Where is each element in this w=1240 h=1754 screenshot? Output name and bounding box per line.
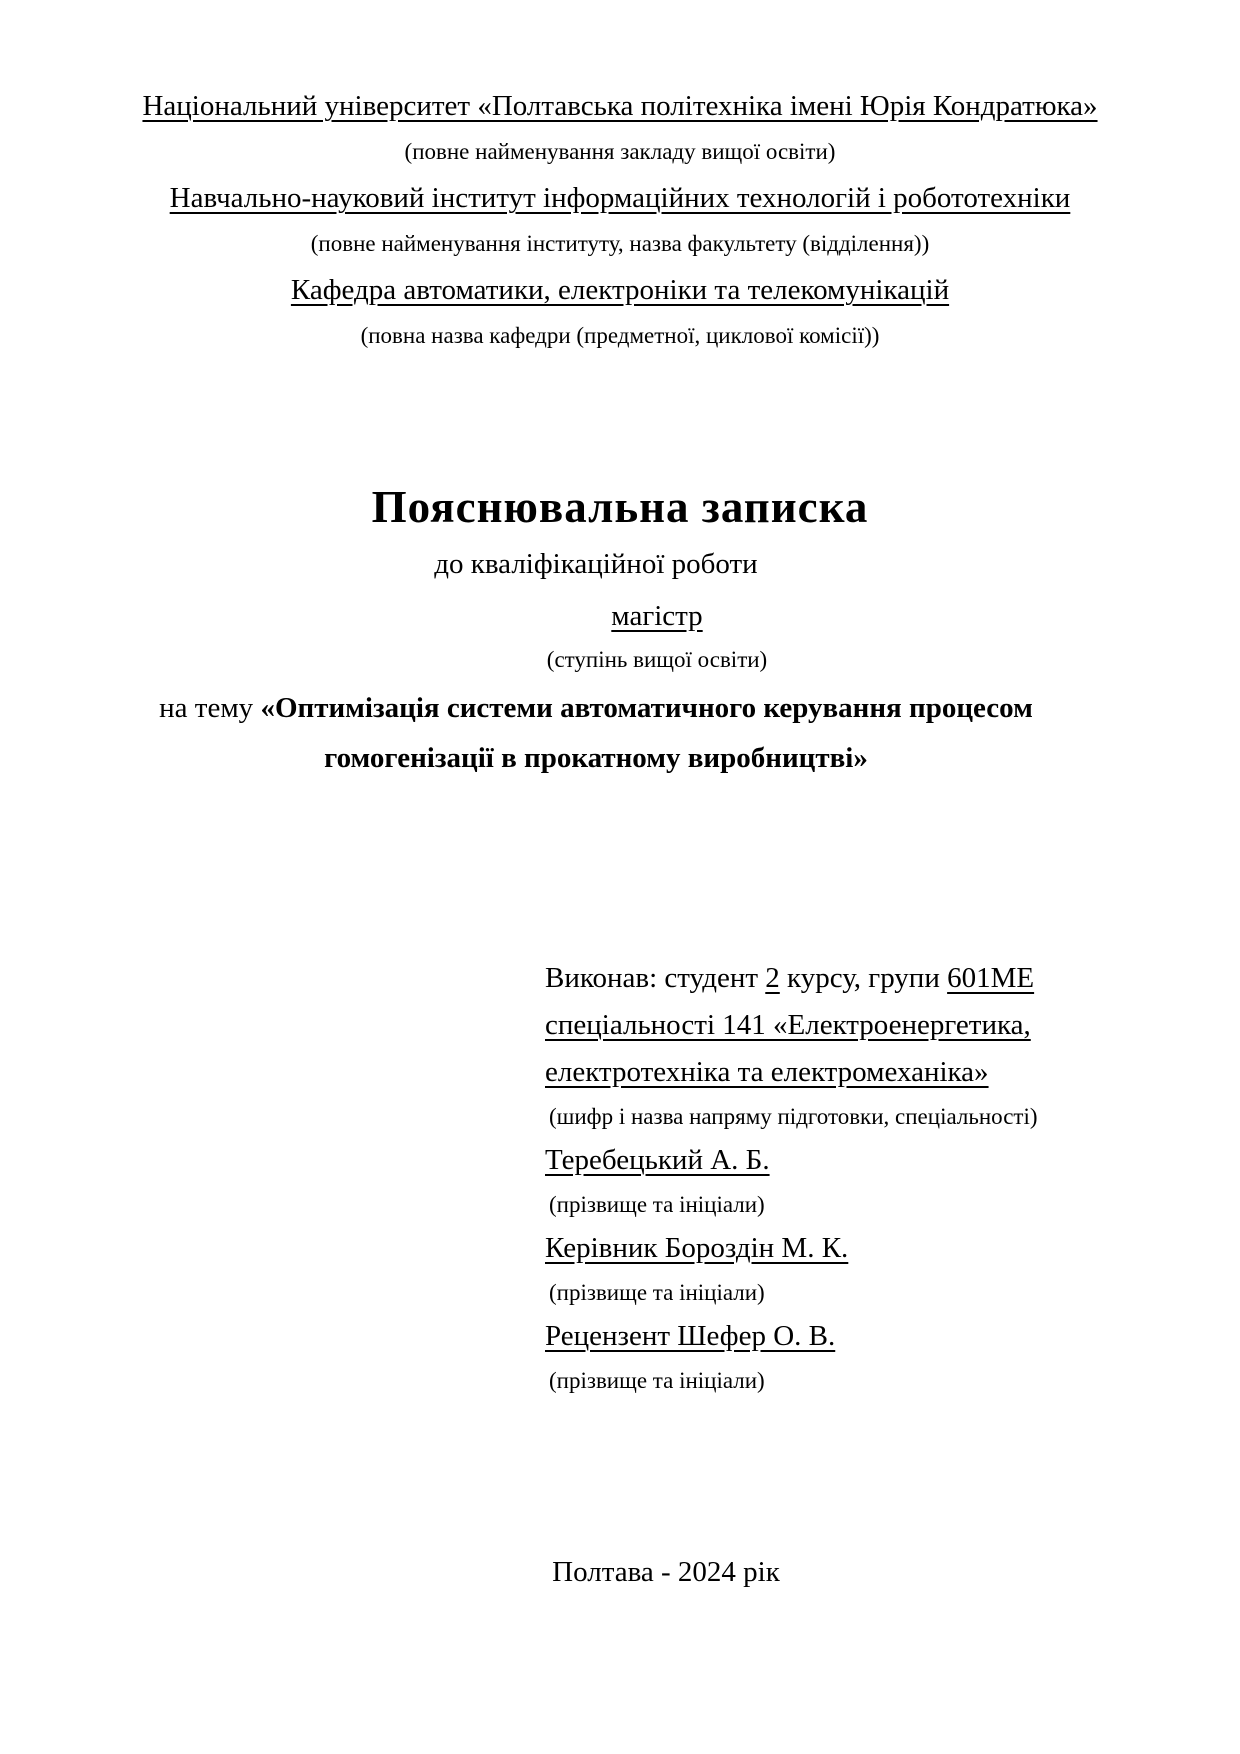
author-block xyxy=(545,955,1038,1401)
degree-level-text: магістр xyxy=(611,600,703,632)
author-name-caption: (прізвище та ініціали) xyxy=(549,1192,765,1217)
author-name xyxy=(545,1137,1038,1184)
specialty-caption: (шифр і назва напряму підготовки, спеціальності) xyxy=(549,1104,1038,1129)
department-name xyxy=(0,265,1240,315)
thesis-topic-line-2: гомогенізації в прокатному виробництві» xyxy=(324,742,868,774)
specialty-line-1 xyxy=(545,1002,1038,1049)
reviewer-caption: (прізвище та ініціали) xyxy=(549,1368,765,1393)
reviewer-name-text: Рецензент Шефер О. В. xyxy=(545,1320,836,1352)
specialty-line-2-text: електротехніка та електромеханіка» xyxy=(545,1056,989,1088)
university-caption: (повне найменування закладу вищої освіти) xyxy=(404,139,836,164)
document-subtitle: до кваліфікаційної роботи xyxy=(434,548,758,580)
supervisor-caption: (прізвище та ініціали) xyxy=(549,1280,765,1305)
topic-prefix: на тему xyxy=(159,692,261,724)
department-name-text: Кафедра автоматики, електроніки та телекомунікацій xyxy=(290,274,950,306)
institute-name-text: Навчально-науковий інститут інформаційних технологій і робототехніки xyxy=(169,182,1071,214)
degree-caption: (ступінь вищої освіти) xyxy=(546,647,768,672)
author-line-prefix: Виконав: студент xyxy=(545,962,766,994)
supervisor-name-text: Керівник Бороздін М. К. xyxy=(545,1232,849,1264)
author-name-text: Теребецький А. Б. xyxy=(545,1144,770,1176)
institute-name xyxy=(0,173,1240,223)
topic-text-part-1: «Оптимізація системи автоматичного керування процесом xyxy=(260,692,1033,724)
university-name xyxy=(0,81,1240,131)
thesis-topic-line-1 xyxy=(0,683,1216,733)
degree-level xyxy=(37,593,1240,639)
group-code: 601МЕ xyxy=(947,962,1035,994)
institute-caption: (повне найменування інституту, назва факультету (відділення)) xyxy=(310,231,930,256)
author-line-middle: курсу, групи xyxy=(779,962,948,994)
university-name-text: Національний університет «Полтавська політехніка імені Юрія Кондратюка» xyxy=(142,90,1098,122)
reviewer-name xyxy=(545,1313,1038,1360)
specialty-line-1-text: спеціальності 141 «Електроенергетика, xyxy=(545,1009,1031,1041)
department-caption: (повна назва кафедри (предметної, циклової комісії)) xyxy=(360,323,880,348)
specialty-line-2 xyxy=(545,1049,1038,1096)
supervisor-name xyxy=(545,1225,1038,1272)
city-year: Полтава - 2024 рік xyxy=(552,1556,780,1588)
footer-block xyxy=(0,1552,1240,1593)
author-line xyxy=(545,955,1038,1002)
course-number: 2 xyxy=(765,962,780,994)
title-block xyxy=(0,478,1240,783)
institution-header xyxy=(0,81,1240,357)
document-title: Пояснювальна записка xyxy=(371,482,869,532)
